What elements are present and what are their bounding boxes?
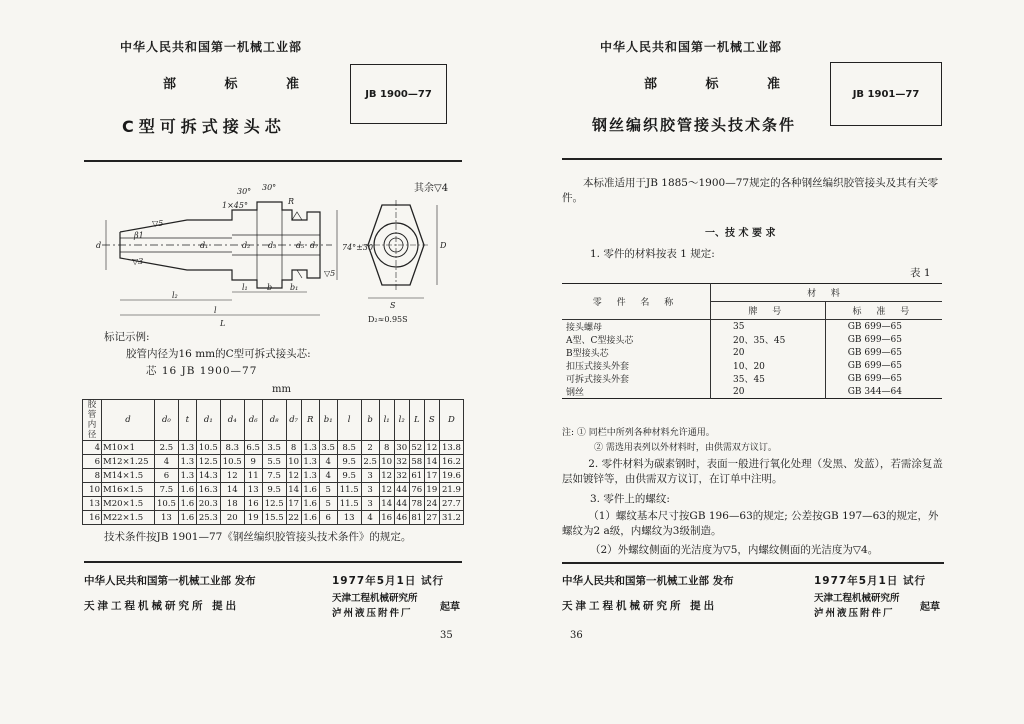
table-cell: 1.6	[178, 511, 196, 525]
footer-proposer: 天津工程机械研究所 提出	[84, 600, 240, 612]
svg-text:d: d	[96, 241, 102, 250]
note-1: 注: ① 同栏中所列各种材料允许通用。	[562, 428, 715, 438]
svg-text:S: S	[390, 301, 396, 310]
table-cell: 9	[244, 455, 262, 469]
table-cell: 52	[409, 441, 424, 455]
table-cell: 3	[361, 469, 379, 483]
table-cell: 1.3	[301, 455, 319, 469]
table-cell: 19	[424, 483, 439, 497]
table-cell: 12.5	[196, 455, 220, 469]
document-title: 钢丝编织胶管接头技术条件	[592, 116, 797, 134]
page-number: 36	[570, 630, 583, 641]
table-cell: 扣压式接头外套	[562, 359, 711, 372]
table-row	[562, 320, 942, 334]
svg-text:▽5: ▽5	[324, 269, 336, 278]
table-cell: 16	[379, 511, 394, 525]
svg-text:L: L	[220, 319, 226, 328]
table-cell: 12	[286, 469, 301, 483]
table-cell: 4	[319, 455, 337, 469]
table-cell: 20	[711, 385, 826, 399]
material-table	[562, 283, 942, 399]
col-grade: 牌 号	[711, 302, 826, 320]
standard-number: JB 1900—77	[365, 88, 432, 100]
table-cell: 20	[711, 346, 826, 359]
header-rule	[562, 158, 942, 160]
table-cell: 1.3	[178, 469, 196, 483]
finish-note: 其余▽4	[414, 183, 449, 194]
footer-drafter-2: 泸州液压附件厂	[814, 608, 895, 619]
svg-text:▽5: ▽5	[152, 219, 164, 228]
item-3: 3. 零件上的螺纹:	[590, 493, 670, 505]
table-cell: 6	[319, 511, 337, 525]
table-cell: 5	[319, 497, 337, 511]
table-cell: GB 699—65	[847, 373, 902, 384]
dim-header-cell: d₇	[286, 400, 301, 441]
table-cell: 13	[337, 511, 361, 525]
svg-text:1×45°: 1×45°	[222, 201, 248, 210]
table-cell: 4	[319, 469, 337, 483]
note-2: ② 需选用表列以外材料时，由供需双方议订。	[594, 443, 777, 453]
table-cell: 35、45	[711, 372, 826, 385]
footer-drafter-1: 天津工程机械研究所	[814, 593, 900, 604]
table-cell: 2.5	[361, 455, 379, 469]
table-cell: 13.8	[439, 441, 463, 455]
example-text: 胶管内径为16 mm的C型可拆式接头芯:	[126, 348, 311, 360]
svg-text:d₅: d₅	[296, 241, 305, 250]
table-cell: 6	[83, 455, 102, 469]
table-cell: 16	[244, 497, 262, 511]
table-cell: 12.5	[262, 497, 286, 511]
table-cell: 1.3	[301, 441, 319, 455]
table-cell: 7.5	[262, 469, 286, 483]
table-cell: 8	[83, 469, 102, 483]
dim-header-cell: b	[361, 400, 379, 441]
dim-header-cell: l₁	[379, 400, 394, 441]
table-cell: 2.5	[154, 441, 178, 455]
table-cell: 10	[83, 483, 102, 497]
table-row	[562, 359, 942, 372]
table-row	[83, 483, 464, 497]
table-cell: 18	[220, 497, 244, 511]
table-row	[83, 497, 464, 511]
table-cell: 1.6	[178, 497, 196, 511]
item-3-2: （2）外螺纹侧面的光洁度为▽5，内螺纹侧面的光洁度为▽4。	[590, 544, 879, 556]
table-cell: 10	[379, 455, 394, 469]
table-cell: 12	[379, 483, 394, 497]
dim-header-cell: d₈	[262, 400, 286, 441]
table-cell: GB 699—65	[847, 334, 902, 345]
table-cell: 24	[424, 497, 439, 511]
dimension-table	[82, 399, 464, 525]
dim-header-cell: d₀	[154, 400, 178, 441]
table-cell: 9.5	[337, 455, 361, 469]
tech-note: 技术条件按JB 1901—77《钢丝编织胶管接头技术条件》的规定。	[104, 531, 412, 543]
table-cell: 1.6	[301, 483, 319, 497]
table-cell: 3	[361, 497, 379, 511]
table-cell: 4	[83, 441, 102, 455]
table-cell: M10×1	[102, 441, 155, 455]
standard-number: JB 1901—77	[852, 88, 920, 100]
table-label: 表 1	[910, 267, 931, 279]
table-cell: 14.3	[196, 469, 220, 483]
table-cell: 12	[379, 469, 394, 483]
table-cell: 10、20	[711, 359, 826, 372]
svg-text:d₁: d₁	[200, 241, 209, 250]
table-cell: 32	[394, 469, 409, 483]
table-cell: 8	[286, 441, 301, 455]
table-cell: 20.3	[196, 497, 220, 511]
table-cell: 4	[361, 511, 379, 525]
example-heading: 标记示例:	[104, 331, 150, 343]
table-cell: 13	[83, 497, 102, 511]
footer-drafter-1: 天津工程机械研究所	[332, 593, 418, 604]
table-cell: 78	[409, 497, 424, 511]
standard-number-box	[830, 62, 942, 126]
table-cell: 3.5	[319, 441, 337, 455]
table-cell: 10	[286, 455, 301, 469]
table-cell: 6	[154, 469, 178, 483]
table-cell: GB 699—65	[847, 360, 902, 371]
ministry-name: 中华人民共和国第一机械工业部	[120, 40, 303, 54]
table-cell: 9.5	[262, 483, 286, 497]
dim-header-cell: R	[301, 400, 319, 441]
item-2: 2. 零件材料为碳素钢时，表面一般进行氧化处理（发黑、发蓝），若需涂复盖层如镀锌等，由供需双方议订，在订单中注明。	[562, 458, 943, 485]
table-cell: 14	[220, 483, 244, 497]
table-cell: 13	[154, 511, 178, 525]
example-mark: 芯 16 JB 1900—77	[146, 365, 258, 377]
table-cell: 44	[394, 483, 409, 497]
table-cell: 4	[154, 455, 178, 469]
dim-header-cell: d₄	[220, 400, 244, 441]
table-row	[83, 511, 464, 525]
table-cell: 1.6	[178, 483, 196, 497]
svg-text:d₃: d₃	[268, 241, 277, 250]
table-cell: 可拆式接头外套	[562, 372, 711, 385]
dim-header-cell: d₆	[244, 400, 262, 441]
table-cell: 10.5	[196, 441, 220, 455]
svg-text:74°±30′: 74°±30′	[342, 243, 375, 252]
table-cell: 12	[220, 469, 244, 483]
table-cell: 61	[409, 469, 424, 483]
table-cell: 76	[409, 483, 424, 497]
table-cell: 58	[409, 455, 424, 469]
dim-header-cell: t	[178, 400, 196, 441]
page-right	[512, 0, 1024, 724]
document-title: C型可拆式接头芯	[122, 117, 286, 136]
table-cell: 27.7	[439, 497, 463, 511]
table-cell: 1.3	[178, 455, 196, 469]
unit-label: mm	[272, 384, 291, 395]
dim-header-cell: S	[424, 400, 439, 441]
table-cell: M12×1.25	[102, 455, 155, 469]
dim-header-cell: D	[439, 400, 463, 441]
svg-text:l: l	[214, 306, 217, 315]
table-cell: M20×1.5	[102, 497, 155, 511]
table-cell: 10.5	[154, 497, 178, 511]
table-cell: 14	[286, 483, 301, 497]
table-cell: 27	[424, 511, 439, 525]
table-cell: 12	[424, 441, 439, 455]
table-cell: 5.5	[262, 455, 286, 469]
table-cell: 11.5	[337, 483, 361, 497]
table-cell: 接头螺母	[562, 320, 711, 334]
table-cell: GB 699—65	[847, 347, 902, 358]
table-cell: 3	[361, 483, 379, 497]
table-cell: 1.6	[301, 497, 319, 511]
dim-header-cell: l	[337, 400, 361, 441]
col-standard: 标 准 号	[852, 307, 916, 317]
footer-proposer: 天津工程机械研究所 提出	[562, 600, 718, 612]
footer-rule	[562, 562, 944, 564]
col-part-name: 零 件 名 称	[562, 284, 711, 320]
footer-drafted: 起草	[920, 602, 940, 613]
table-row	[562, 385, 942, 399]
table-cell: 8.5	[337, 441, 361, 455]
table-cell: 30	[394, 441, 409, 455]
dim-header-cell: 胶管内径	[83, 400, 102, 441]
footer-publisher: 中华人民共和国第一机械工业部 发布	[84, 575, 256, 587]
table-cell: 钢丝	[562, 385, 711, 399]
table-row	[562, 372, 942, 385]
svg-text:b: b	[267, 283, 273, 292]
ministry-name: 中华人民共和国第一机械工业部	[600, 40, 783, 54]
table-cell: 8.3	[220, 441, 244, 455]
table-cell: 32	[394, 455, 409, 469]
svg-text:d₂: d₂	[242, 241, 251, 250]
footer-publisher: 中华人民共和国第一机械工业部 发布	[562, 575, 734, 587]
table-cell: 17	[286, 497, 301, 511]
col-material: 材 料	[711, 284, 943, 302]
footer-drafted: 起草	[440, 602, 460, 613]
table-cell: 5	[319, 483, 337, 497]
svg-text:β1: β1	[134, 231, 144, 240]
dim-header-cell: l₂	[394, 400, 409, 441]
table-cell: 21.9	[439, 483, 463, 497]
table-cell: 20	[220, 511, 244, 525]
table-cell: 9.5	[337, 469, 361, 483]
table-row	[562, 346, 942, 359]
table-cell: 19	[244, 511, 262, 525]
dim-header-cell: d	[102, 400, 155, 441]
footer-date: 1977年5月1日 试行	[814, 575, 926, 587]
table-cell: 17	[424, 469, 439, 483]
table-cell: GB 699—65	[847, 321, 902, 332]
header-rule	[84, 160, 462, 162]
table-cell: M22×1.5	[102, 511, 155, 525]
svg-text:D: D	[440, 241, 447, 250]
svg-text:l₁: l₁	[242, 283, 248, 292]
table-cell: 6.5	[244, 441, 262, 455]
table-cell: 19.6	[439, 469, 463, 483]
table-cell: 1.6	[301, 511, 319, 525]
table-cell: 1.3	[178, 441, 196, 455]
item-3-1: （1）螺纹基本尺寸按GB 196—63的规定; 公差按GB 197—63的规定，外螺纹为2 a级，内螺纹为3级制造。	[562, 510, 939, 537]
section-heading: 一、技 术 要 求	[705, 228, 776, 239]
dim-header-cell: b₁	[319, 400, 337, 441]
table-cell: A型、C型接头芯	[562, 333, 711, 346]
table-cell: GB 344—64	[847, 386, 902, 397]
intro-text: 本标准适用于JB 1885～1900—77规定的各种钢丝编织胶管接头及其有关零件。	[562, 177, 939, 204]
table-cell: 16.2	[439, 455, 463, 469]
table-row	[83, 455, 464, 469]
table-cell: 31.2	[439, 511, 463, 525]
fitting-drawing	[92, 180, 452, 330]
svg-text:D₂≈0.95S: D₂≈0.95S	[368, 315, 408, 324]
table-cell: 25.3	[196, 511, 220, 525]
table-cell: 3.5	[262, 441, 286, 455]
svg-text:l₂: l₂	[172, 291, 178, 300]
svg-text:30°: 30°	[237, 187, 252, 196]
table-cell: 35	[711, 320, 826, 334]
table-cell: B型接头芯	[562, 346, 711, 359]
svg-text:R: R	[288, 197, 295, 206]
table-row	[562, 333, 942, 346]
table-cell: M14×1.5	[102, 469, 155, 483]
item-1: 1. 零件的材料按表 1 规定:	[590, 248, 715, 260]
page-number: 35	[440, 630, 453, 641]
table-row	[83, 469, 464, 483]
svg-text:b₁: b₁	[290, 283, 299, 292]
dim-header-cell: L	[409, 400, 424, 441]
footer-drafter-2: 泸州液压附件厂	[332, 608, 413, 619]
table-cell: 16.3	[196, 483, 220, 497]
standard-type: 部 标 准	[644, 77, 803, 92]
table-cell: 44	[394, 497, 409, 511]
table-cell: 20、35、45	[711, 333, 826, 346]
table-cell: 81	[409, 511, 424, 525]
standard-number-box	[350, 64, 447, 124]
svg-text:▽3: ▽3	[132, 257, 144, 266]
table-cell: 13	[244, 483, 262, 497]
table-cell: 7.5	[154, 483, 178, 497]
svg-text:d₇: d₇	[310, 241, 319, 250]
table-cell: 11	[244, 469, 262, 483]
standard-type: 部 标 准	[163, 77, 322, 92]
table-cell: 15.5	[262, 511, 286, 525]
footer-date: 1977年5月1日 试行	[332, 575, 444, 587]
table-cell: 1.3	[301, 469, 319, 483]
table-cell: 2	[361, 441, 379, 455]
table-cell: 22	[286, 511, 301, 525]
svg-text:30°: 30°	[262, 183, 277, 192]
table-row	[83, 441, 464, 455]
table-cell: 8	[379, 441, 394, 455]
table-cell: 11.5	[337, 497, 361, 511]
footer-rule	[84, 561, 462, 563]
table-cell: 10.5	[220, 455, 244, 469]
table-cell: M16×1.5	[102, 483, 155, 497]
dim-header-cell: d₁	[196, 400, 220, 441]
table-cell: 46	[394, 511, 409, 525]
table-cell: 14	[424, 455, 439, 469]
table-cell: 16	[83, 511, 102, 525]
table-cell: 14	[379, 497, 394, 511]
